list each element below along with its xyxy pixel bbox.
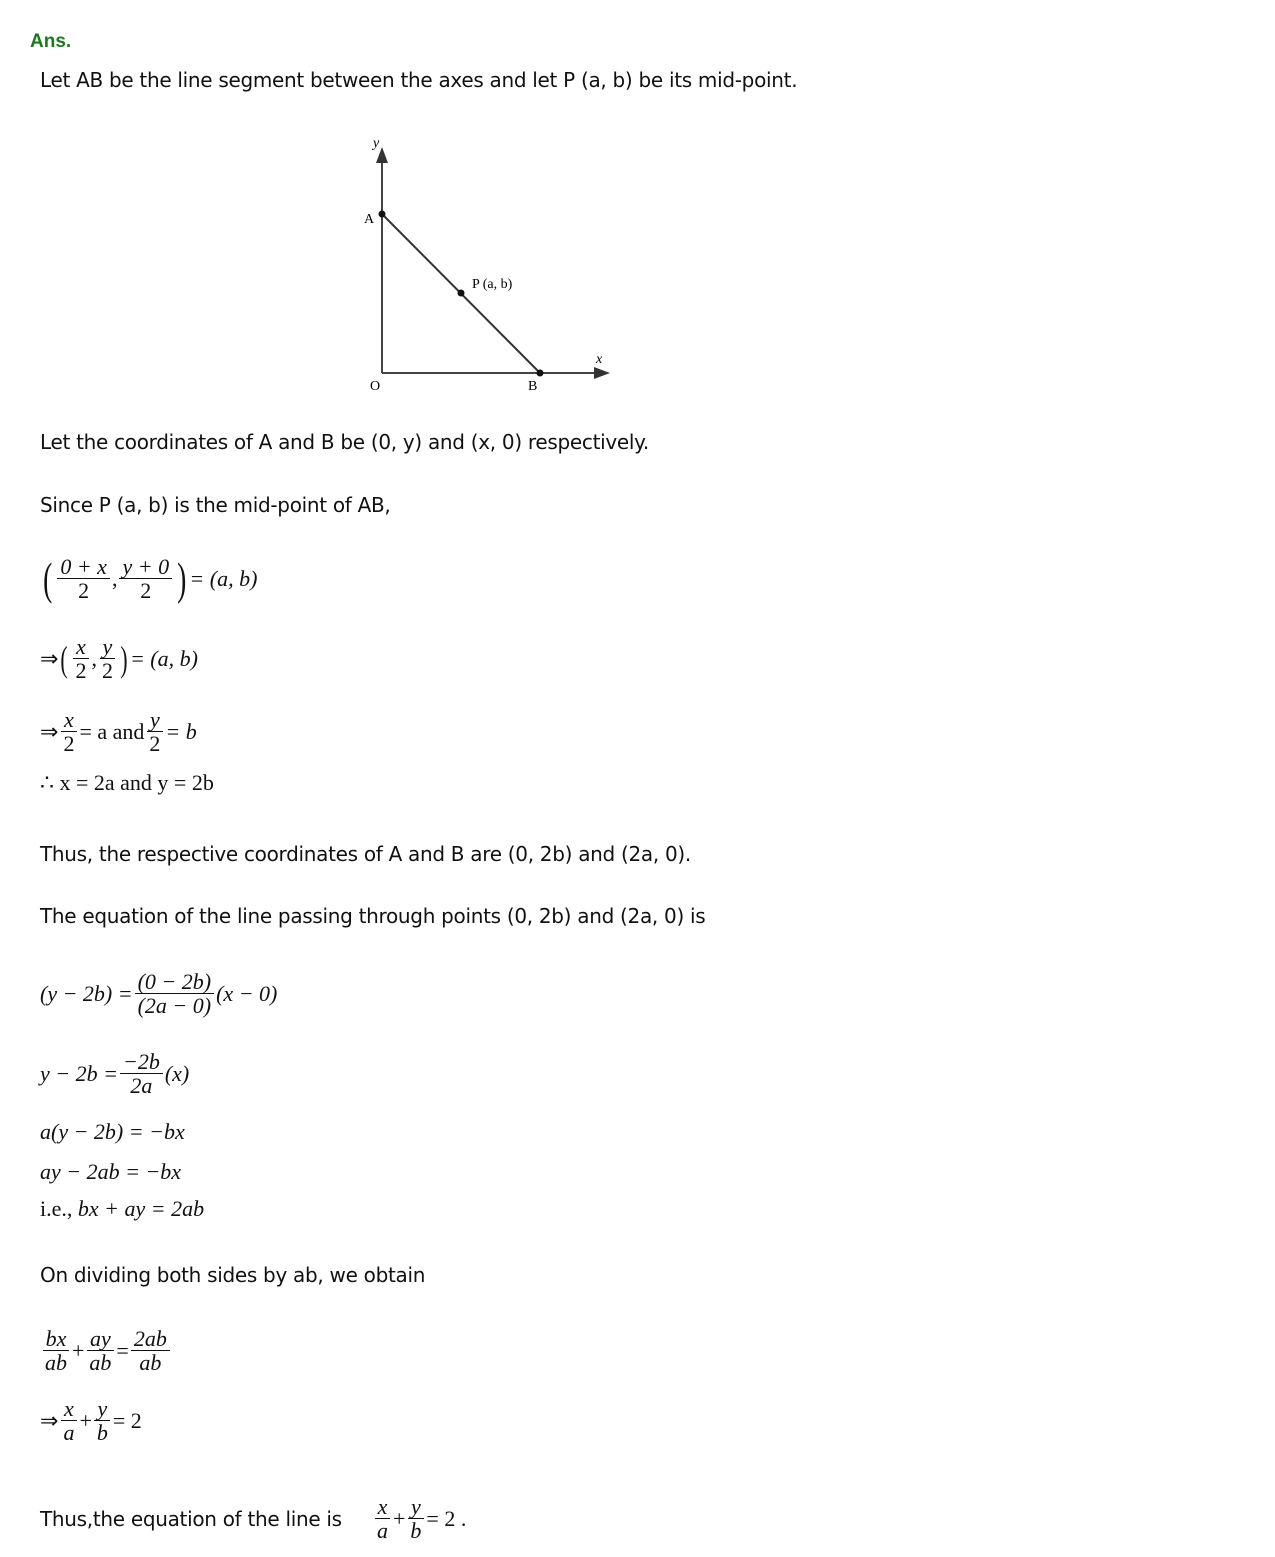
paragraph-coordinates-result: Thus, the respective coordinates of A and B are (0, 2b) and (2a, 0). bbox=[40, 842, 691, 866]
expression: bx + ay = 2ab bbox=[77, 1196, 205, 1221]
numerator: y bbox=[94, 1397, 110, 1421]
paragraph-coordinates: Let the coordinates of A and B be (0, y) and (x, 0) respectively. bbox=[40, 430, 649, 454]
numerator: y bbox=[147, 708, 163, 732]
point-a bbox=[379, 211, 386, 218]
plus: + bbox=[79, 1407, 92, 1433]
denominator: a bbox=[377, 1518, 388, 1544]
paragraph-intro: Let AB be the line segment between the axes and let P (a, b) be its mid-point. bbox=[40, 68, 798, 92]
denominator: ab bbox=[89, 1350, 112, 1376]
rhs: = b bbox=[165, 718, 197, 744]
equation-9 bbox=[40, 1196, 204, 1222]
implies-symbol: ⇒ bbox=[40, 1407, 59, 1433]
numerator: x bbox=[61, 708, 77, 732]
lhs: y − 2b = bbox=[40, 1060, 118, 1086]
denominator: 2 bbox=[101, 658, 113, 684]
middle-text: = a and bbox=[79, 718, 145, 744]
denominator: ab bbox=[45, 1350, 67, 1376]
denominator: (2a − 0) bbox=[137, 993, 212, 1019]
equation-2: ⇒ ( $\frac{x}{2}$ , $\frac{y}{2}$ ) = (a, b) bbox=[40, 634, 198, 684]
equation-4: ∴ x = 2a and y = 2b bbox=[40, 770, 214, 795]
paragraph-conclusion: Thus,the equation of the line is bbox=[40, 1507, 342, 1531]
ie-label: i.e., bbox=[40, 1196, 73, 1221]
denominator: 2a bbox=[130, 1073, 153, 1099]
implies-symbol: ⇒ bbox=[40, 645, 59, 671]
point-p bbox=[458, 290, 465, 297]
numerator: x bbox=[375, 1495, 391, 1519]
numerator: x bbox=[61, 1397, 77, 1421]
numerator: (0 − 2b) bbox=[135, 970, 215, 994]
implies-symbol: ⇒ bbox=[40, 718, 59, 744]
numerator: y bbox=[100, 635, 116, 659]
denominator: 2 bbox=[149, 731, 161, 757]
denominator: 2 bbox=[63, 731, 75, 757]
paragraph-dividing: On dividing both sides by ab, we obtain bbox=[40, 1263, 426, 1287]
plus: + bbox=[72, 1337, 85, 1363]
equals: = bbox=[116, 1337, 129, 1363]
denominator: b bbox=[96, 1420, 108, 1446]
answer-label: Ans. bbox=[30, 31, 72, 52]
denominator: 2 bbox=[140, 578, 152, 604]
equation-7: a(y − 2b) = −bx bbox=[40, 1119, 185, 1144]
equation-10 bbox=[40, 1327, 172, 1374]
equation-12 bbox=[372, 1495, 466, 1542]
rhs: (x − 0) bbox=[216, 980, 278, 1006]
diagram bbox=[350, 125, 630, 400]
rhs: (x) bbox=[164, 1060, 190, 1086]
equation-5 bbox=[40, 970, 277, 1017]
equation-11 bbox=[40, 1397, 142, 1444]
paragraph-midpoint: Since P (a, b) is the mid-point of AB, bbox=[40, 493, 391, 517]
denominator: b bbox=[410, 1518, 422, 1544]
point-b bbox=[537, 370, 544, 377]
denominator: 2 bbox=[75, 658, 87, 684]
numerator: y + 0 bbox=[119, 555, 172, 579]
rhs: = (a, b) bbox=[129, 645, 198, 671]
equation-3 bbox=[40, 708, 197, 755]
denominator: a bbox=[63, 1420, 75, 1446]
rhs: = (a, b) bbox=[189, 565, 258, 591]
p-label: P (a, b) bbox=[472, 277, 513, 292]
denominator: 2 bbox=[78, 578, 90, 604]
numerator: bx bbox=[43, 1327, 70, 1351]
numerator: 2ab bbox=[131, 1327, 170, 1351]
numerator: ay bbox=[87, 1327, 114, 1351]
numerator: 0 + x bbox=[57, 555, 110, 579]
comma: , bbox=[111, 565, 118, 591]
numerator: x bbox=[73, 635, 89, 659]
b-label: B bbox=[528, 379, 538, 394]
y-label: y bbox=[373, 136, 380, 151]
numerator: −2b bbox=[120, 1050, 163, 1074]
equation-6 bbox=[40, 1050, 189, 1097]
paragraph-line-equation: The equation of the line passing through points (0, 2b) and (2a, 0) is bbox=[40, 904, 706, 928]
rhs: = 2 bbox=[112, 1407, 142, 1433]
denominator: ab bbox=[139, 1350, 162, 1376]
equation-1: ( $\frac{0 + x}{2}$ , $\frac{y + 0}{2}$ ) = (a, b) bbox=[43, 552, 258, 604]
x-label: x bbox=[596, 352, 603, 367]
equation-8: ay − 2ab = −bx bbox=[40, 1159, 182, 1184]
o-label: O bbox=[370, 379, 381, 394]
lhs: (y − 2b) = bbox=[40, 980, 133, 1006]
rhs: = 2 . bbox=[426, 1505, 467, 1531]
numerator: y bbox=[408, 1495, 424, 1519]
a-label: A bbox=[364, 212, 375, 227]
comma: , bbox=[91, 645, 97, 671]
plus: + bbox=[393, 1505, 406, 1531]
